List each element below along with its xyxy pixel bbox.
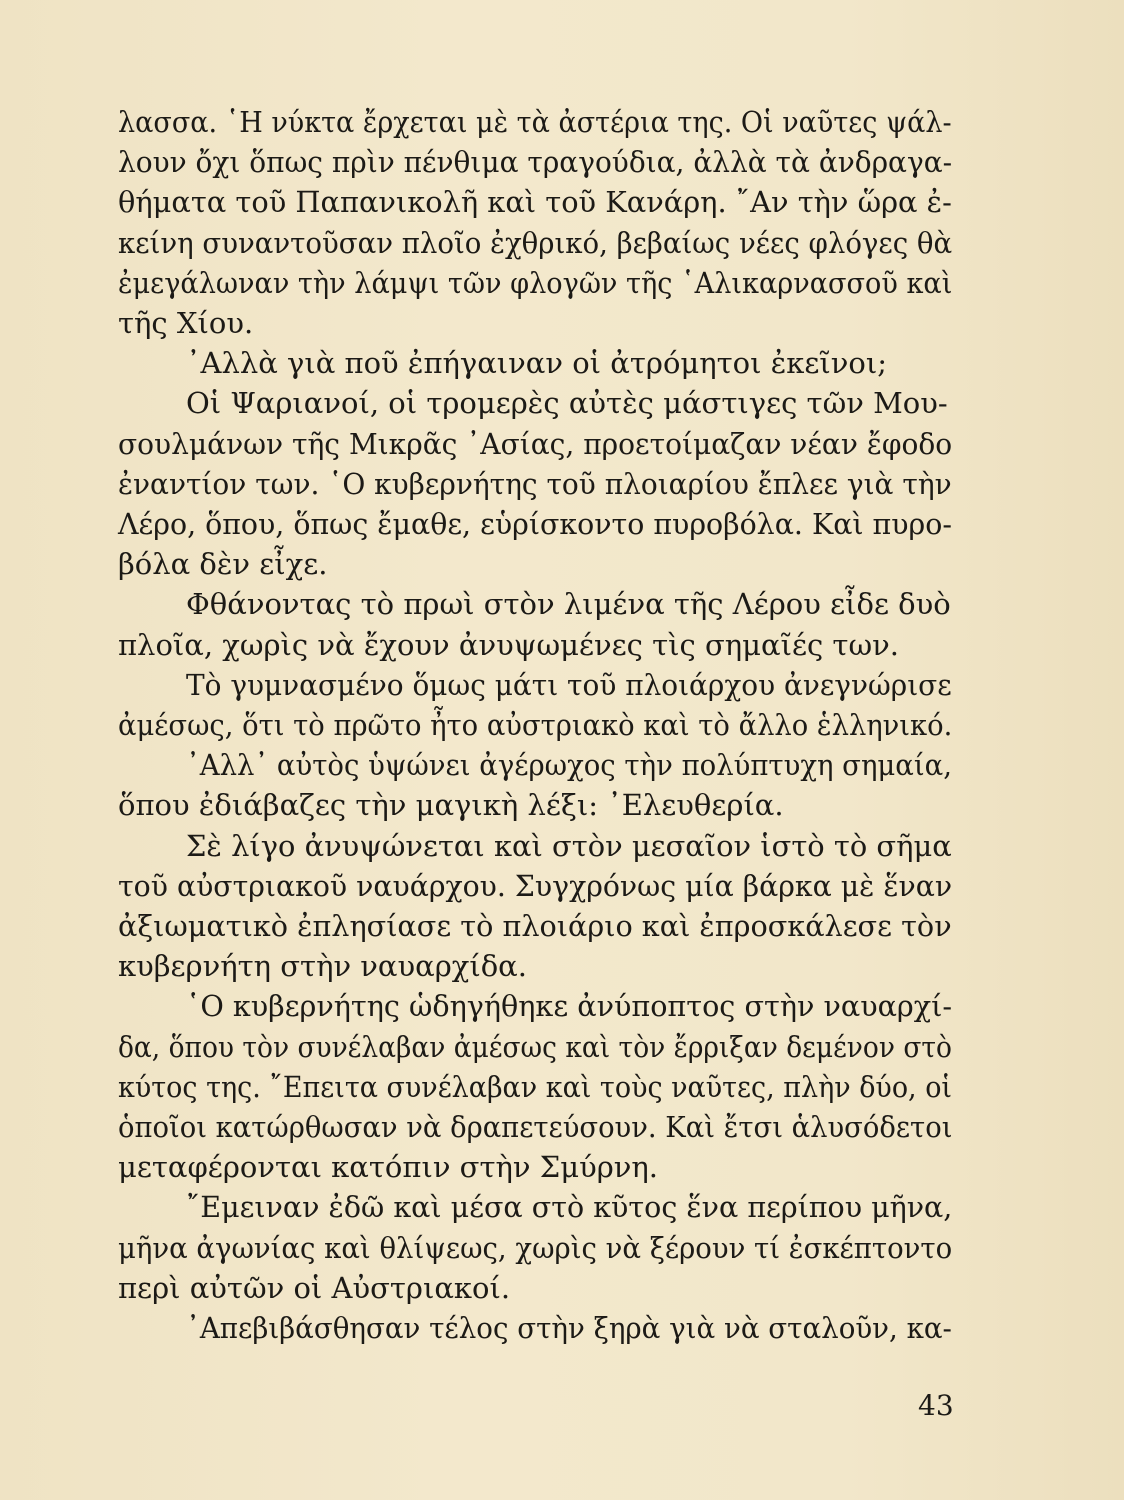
text-line: τοῦ αὐστριακοῦ ναυάρχου. Συγχρόνως μία βάρκα μὲ ἕναν (118, 868, 953, 903)
text-line: μεταφέρονται κατόπιν στὴν Σμύρνη. (118, 1150, 658, 1185)
text-line: ᾿Αλλὰ γιὰ ποῦ ἐπήγαιναν οἱ ἀτρόμητοι ἐκεῖνοι; (186, 346, 888, 381)
text-line: σουλμάνων τῆς Μικρᾶς ᾿Ασίας, προετοίμαζαν νέαν ἔφοδο (118, 426, 953, 461)
text-line: θήματα τοῦ Παπανικολῆ καὶ τοῦ Κανάρη. ῎Αν τὴν ὥρα ἐ- (118, 185, 952, 220)
text-line: ἀξιωματικὸ ἐπλησίασε τὸ πλοιάριο καὶ ἐπροσκάλεσε τὸν (118, 909, 952, 943)
text-line: ὁποῖοι κατώρθωσαν νὰ δραπετεύσουν. Καὶ ἔτσι ἁλυσόδετοι (118, 1110, 953, 1144)
text-line: τῆς Χίου. (118, 306, 254, 340)
text-line: κυβερνήτη στὴν ναυαρχίδα. (118, 949, 527, 984)
text-line: ᾿Απεβιβάσθησαν τέλος στὴν ξηρὰ γιὰ νὰ σταλοῦν, κα- (186, 1311, 952, 1345)
text-line: κύτος της. ῎Επειτα συνέλαβαν καὶ τοὺς ναῦτες, πλὴν δύο, οἱ (118, 1069, 953, 1104)
text-line: Οἱ Ψαριανοί, οἱ τρομερὲς αὐτὲς μάστιγες τῶν Μου- (186, 386, 948, 421)
page-number: 43 (918, 1389, 954, 1422)
text-line: ῎Εμειναν ἐδῶ καὶ μέσα στὸ κῦτος ἕνα περίπου μῆνα, (186, 1190, 953, 1225)
text-line: λουν ὄχι ὅπως πρὶν πένθιμα τραγούδια, ἀλλὰ τὰ ἀνδραγα- (118, 145, 953, 180)
text-line: ὅπου ἐδιάβαζες τὴν μαγικὴ λέξι: ᾿Ελευθερία. (118, 788, 784, 823)
text-line: Φθάνοντας τὸ πρωὶ στὸν λιμένα τῆς Λέρου εἶδε δυὸ (186, 587, 951, 622)
text-line: Σὲ λίγο ἀνυψώνεται καὶ στὸν μεσαῖον ἱστὸ τὸ σῆμα (186, 828, 952, 863)
text-line: περὶ αὐτῶν οἱ Αὐστριακοί. (118, 1270, 511, 1305)
text-line: κείνη συναντοῦσαν πλοῖο ἐχθρικό, βεβαίως νέες φλόγες θὰ (118, 225, 953, 260)
text-line: Τὸ γυμνασμένο ὅμως μάτι τοῦ πλοιάρχου ἀνεγνώρισε (186, 667, 952, 702)
text-line: Λέρο, ὅπου, ὅπως ἔμαθε, εὑρίσκοντο πυροβόλα. Καὶ πυρο- (118, 507, 952, 541)
text-line: ῾Ο κυβερνήτης ὡδηγήθηκε ἀνύποπτος στὴν ναυαρχί- (186, 989, 953, 1024)
text-line: μῆνα ἀγωνίας καὶ θλίψεως, χωρὶς νὰ ξέρουν τί ἐσκέπτοντο (118, 1230, 953, 1265)
text-line: πλοῖα, χωρὶς νὰ ἔχουν ἀνυψωμένες τὶς σημαῖές των. (118, 627, 899, 662)
text-line: ἐναντίον των. ῾Ο κυβερνήτης τοῦ πλοιαρίου ἔπλεε γιὰ τὴν (118, 466, 952, 501)
text-line: ἐμεγάλωναν τὴν λάμψι τῶν φλογῶν τῆς ῾Αλικαρνασσοῦ καὶ (118, 265, 953, 300)
text-line: ἀμέσως, ὅτι τὸ πρῶτο ἦτο αὐστριακὸ καὶ τὸ ἄλλο ἑλληνικό. (118, 708, 953, 742)
text-line: βόλα δὲν εἶχε. (118, 547, 328, 582)
text-line: ᾿Αλλ᾿ αὐτὸς ὑψώνει ἀγέρωχος τὴν πολύπτυχη σημαία, (186, 748, 952, 783)
text-line: λασσα. ῾Η νύκτα ἔρχεται μὲ τὰ ἀστέρια της. Οἱ ναῦτες ψάλ- (118, 105, 952, 139)
text-line: δα, ὅπου τὸν συνέλαβαν ἀμέσως καὶ τὸν ἔρριξαν δεμένον στὸ (118, 1029, 952, 1064)
